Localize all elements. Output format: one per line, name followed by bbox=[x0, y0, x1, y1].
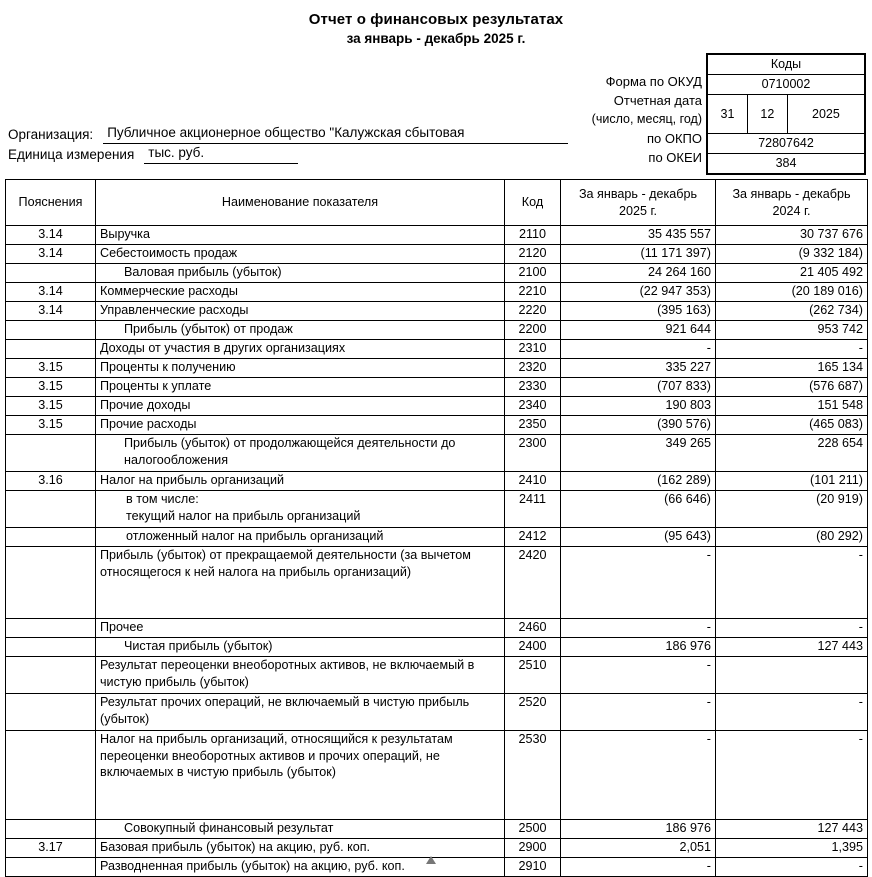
cell-explanation bbox=[6, 528, 96, 547]
cell-value-2025: (11 171 397) bbox=[561, 245, 716, 264]
codes-row-date bbox=[708, 95, 865, 134]
cell-indicator-name: Чистая прибыль (убыток) bbox=[96, 638, 505, 657]
table-row bbox=[6, 547, 868, 619]
cell-code: 2100 bbox=[505, 264, 561, 283]
cell-code: 2420 bbox=[505, 547, 561, 619]
label-okpo: по ОКПО bbox=[646, 131, 702, 146]
cell-value-2024: 127 443 bbox=[716, 638, 868, 657]
table-row bbox=[6, 619, 868, 638]
table-row bbox=[6, 472, 868, 491]
table-row bbox=[6, 283, 868, 302]
column-header-year-2025-line1: За январь - декабрь bbox=[578, 187, 698, 201]
cell-value-2024: (20 189 016) bbox=[716, 283, 868, 302]
cell-value-2025: (95 643) bbox=[561, 528, 716, 547]
cell-explanation: 3.15 bbox=[6, 378, 96, 397]
cell-value-2025: - bbox=[561, 731, 716, 820]
cell-indicator-name: Налог на прибыль организаций, относящийся к результатам переоценки внеоборотных активов и прочих операций, не включаемых в чистую прибыль (убыток) bbox=[96, 731, 505, 820]
value-month: 12 bbox=[747, 95, 787, 134]
cell-indicator-name: Разводненная прибыль (убыток) на акцию, руб. коп. bbox=[96, 858, 505, 877]
cell-code: 2310 bbox=[505, 340, 561, 359]
table-row bbox=[6, 416, 868, 435]
organization-label: Организация: bbox=[8, 127, 94, 142]
cell-indicator-name: отложенный налог на прибыль организаций bbox=[96, 528, 505, 547]
cell-value-2024: 953 742 bbox=[716, 321, 868, 340]
financial-results-table-wrap bbox=[5, 179, 867, 877]
table-row bbox=[6, 858, 868, 877]
cell-value-2024: 165 134 bbox=[716, 359, 868, 378]
cell-code: 2220 bbox=[505, 302, 561, 321]
table-row bbox=[6, 491, 868, 528]
page-continuation-marker-icon bbox=[426, 856, 436, 864]
cell-code: 2210 bbox=[505, 283, 561, 302]
table-row bbox=[6, 378, 868, 397]
table-row bbox=[6, 359, 868, 378]
column-header-explanations: Пояснения bbox=[6, 180, 96, 226]
cell-code: 2110 bbox=[505, 226, 561, 245]
organization-value: Публичное акционерное общество "Калужская сбытовая bbox=[103, 124, 568, 144]
cell-indicator-name: Прочие расходы bbox=[96, 416, 505, 435]
cell-value-2024: (80 292) bbox=[716, 528, 868, 547]
cell-indicator-name: Прочее bbox=[96, 619, 505, 638]
cell-value-2025: (395 163) bbox=[561, 302, 716, 321]
table-row bbox=[6, 839, 868, 858]
table-body bbox=[6, 226, 868, 877]
value-year: 2025 bbox=[787, 95, 864, 134]
label-okei: по ОКЕИ bbox=[648, 150, 702, 165]
codes-row-caption bbox=[708, 55, 865, 75]
cell-indicator-name: Налог на прибыль организаций bbox=[96, 472, 505, 491]
table-row bbox=[6, 340, 868, 359]
cell-explanation: 3.15 bbox=[6, 359, 96, 378]
cell-value-2025: (66 646) bbox=[561, 491, 716, 528]
table-row bbox=[6, 321, 868, 340]
cell-value-2025: 35 435 557 bbox=[561, 226, 716, 245]
cell-code: 2330 bbox=[505, 378, 561, 397]
cell-value-2024 bbox=[716, 657, 868, 694]
table-row bbox=[6, 264, 868, 283]
cell-explanation bbox=[6, 340, 96, 359]
unit-line bbox=[8, 144, 568, 164]
column-header-year-2025 bbox=[561, 180, 716, 226]
cell-indicator-name: Прибыль (убыток) от прекращаемой деятельности (за вычетом относящегося к ней налога на прибыль организаций) bbox=[96, 547, 505, 619]
cell-code: 2900 bbox=[505, 839, 561, 858]
table-row bbox=[6, 820, 868, 839]
label-report-date-sub: (число, месяц, год) bbox=[591, 112, 702, 126]
cell-indicator-name: Прочие доходы bbox=[96, 397, 505, 416]
cell-value-2024: 1,395 bbox=[716, 839, 868, 858]
cell-explanation bbox=[6, 491, 96, 528]
cell-value-2024: - bbox=[716, 619, 868, 638]
cell-value-2025: (162 289) bbox=[561, 472, 716, 491]
cell-value-2025: (22 947 353) bbox=[561, 283, 716, 302]
cell-explanation bbox=[6, 731, 96, 820]
table-row bbox=[6, 435, 868, 472]
cell-explanation: 3.16 bbox=[6, 472, 96, 491]
column-header-year-2025-line2: 2025 г. bbox=[618, 203, 658, 218]
cell-indicator-name: Совокупный финансовый результат bbox=[96, 820, 505, 839]
cell-explanation bbox=[6, 619, 96, 638]
cell-explanation bbox=[6, 638, 96, 657]
cell-indicator-name: Себестоимость продаж bbox=[96, 245, 505, 264]
cell-code: 2350 bbox=[505, 416, 561, 435]
cell-code: 2120 bbox=[505, 245, 561, 264]
cell-explanation: 3.14 bbox=[6, 302, 96, 321]
cell-value-2025: - bbox=[561, 858, 716, 877]
cell-value-2025: 2,051 bbox=[561, 839, 716, 858]
page-title: Отчет о финансовых результатах bbox=[308, 11, 564, 28]
cell-value-2024: 228 654 bbox=[716, 435, 868, 472]
organization-block bbox=[8, 124, 568, 164]
cell-code: 2520 bbox=[505, 694, 561, 731]
cell-indicator-name: в том числе: текущий налог на прибыль организаций bbox=[96, 491, 505, 528]
codes-row-okud bbox=[708, 75, 865, 95]
table-row bbox=[6, 226, 868, 245]
column-header-code: Код bbox=[505, 180, 561, 226]
cell-explanation: 3.15 bbox=[6, 416, 96, 435]
column-header-year-2024-line2: 2024 г. bbox=[772, 203, 811, 218]
cell-explanation bbox=[6, 694, 96, 731]
cell-code: 2340 bbox=[505, 397, 561, 416]
cell-explanation: 3.14 bbox=[6, 245, 96, 264]
codes-box bbox=[706, 53, 866, 175]
table-header-row bbox=[6, 180, 868, 226]
cell-indicator-name: Проценты к получению bbox=[96, 359, 505, 378]
cell-value-2024: 127 443 bbox=[716, 820, 868, 839]
cell-value-2024: (101 211) bbox=[716, 472, 868, 491]
cell-value-2024: (262 734) bbox=[716, 302, 868, 321]
cell-value-2025: (707 833) bbox=[561, 378, 716, 397]
cell-code: 2500 bbox=[505, 820, 561, 839]
cell-explanation: 3.14 bbox=[6, 226, 96, 245]
cell-indicator-name: Прибыль (убыток) от продаж bbox=[96, 321, 505, 340]
cell-indicator-name: Прибыль (убыток) от продолжающейся деятельности до налогообложения bbox=[96, 435, 505, 472]
cell-indicator-name: Доходы от участия в других организациях bbox=[96, 340, 505, 359]
unit-value: тыс. руб. bbox=[144, 144, 298, 164]
cell-code: 2400 bbox=[505, 638, 561, 657]
cell-indicator-name: Выручка bbox=[96, 226, 505, 245]
table-row bbox=[6, 694, 868, 731]
cell-value-2025: 186 976 bbox=[561, 638, 716, 657]
label-okud: Форма по ОКУД bbox=[605, 74, 702, 89]
label-report-date: Отчетная дата bbox=[613, 93, 702, 108]
codes-row-okei bbox=[708, 154, 865, 174]
cell-code: 2412 bbox=[505, 528, 561, 547]
cell-indicator-name: Коммерческие расходы bbox=[96, 283, 505, 302]
cell-value-2025: (390 576) bbox=[561, 416, 716, 435]
cell-explanation bbox=[6, 321, 96, 340]
cell-code: 2910 bbox=[505, 858, 561, 877]
cell-explanation bbox=[6, 264, 96, 283]
cell-code: 2300 bbox=[505, 435, 561, 472]
cell-explanation bbox=[6, 435, 96, 472]
cell-code: 2460 bbox=[505, 619, 561, 638]
cell-value-2024: - bbox=[716, 731, 868, 820]
value-okud: 0710002 bbox=[708, 75, 865, 95]
table-row bbox=[6, 657, 868, 694]
column-header-year-2024-line1: За январь - декабрь bbox=[732, 187, 851, 201]
cell-value-2024: - bbox=[716, 694, 868, 731]
cell-value-2025: 190 803 bbox=[561, 397, 716, 416]
table-row bbox=[6, 731, 868, 820]
cell-explanation bbox=[6, 858, 96, 877]
cell-value-2024: (576 687) bbox=[716, 378, 868, 397]
table-row bbox=[6, 302, 868, 321]
cell-indicator-name: Валовая прибыль (убыток) bbox=[96, 264, 505, 283]
cell-value-2024: - bbox=[716, 547, 868, 619]
cell-value-2025: 186 976 bbox=[561, 820, 716, 839]
cell-value-2024: 151 548 bbox=[716, 397, 868, 416]
cell-indicator-name: Базовая прибыль (убыток) на акцию, руб. коп. bbox=[96, 839, 505, 858]
cell-value-2025: - bbox=[561, 657, 716, 694]
cell-value-2025: 335 227 bbox=[561, 359, 716, 378]
unit-label: Единица измерения bbox=[8, 147, 135, 162]
cell-value-2025: 24 264 160 bbox=[561, 264, 716, 283]
cell-indicator-name: Результат переоценки внеоборотных активов, не включаемый в чистую прибыль (убыток) bbox=[96, 657, 505, 694]
codes-row-okpo bbox=[708, 134, 865, 154]
cell-code: 2510 bbox=[505, 657, 561, 694]
cell-code: 2410 bbox=[505, 472, 561, 491]
cell-indicator-name: Проценты к уплате bbox=[96, 378, 505, 397]
table-row bbox=[6, 638, 868, 657]
table-row bbox=[6, 397, 868, 416]
table-row bbox=[6, 528, 868, 547]
cell-value-2024: (20 919) bbox=[716, 491, 868, 528]
cell-value-2024: (9 332 184) bbox=[716, 245, 868, 264]
value-okei: 384 bbox=[708, 154, 865, 174]
cell-value-2025: - bbox=[561, 340, 716, 359]
cell-value-2024: (465 083) bbox=[716, 416, 868, 435]
cell-explanation: 3.15 bbox=[6, 397, 96, 416]
cell-explanation: 3.17 bbox=[6, 839, 96, 858]
column-header-indicator-name: Наименование показателя bbox=[96, 180, 505, 226]
cell-value-2025: 349 265 bbox=[561, 435, 716, 472]
cell-explanation bbox=[6, 547, 96, 619]
cell-code: 2530 bbox=[505, 731, 561, 820]
value-day: 31 bbox=[708, 95, 748, 134]
cell-indicator-name: Результат прочих операций, не включаемый в чистую прибыль (убыток) bbox=[96, 694, 505, 731]
cell-explanation: 3.14 bbox=[6, 283, 96, 302]
cell-value-2024: 30 737 676 bbox=[716, 226, 868, 245]
cell-value-2025: 921 644 bbox=[561, 321, 716, 340]
page-subtitle: за январь - декабрь 2025 г. bbox=[346, 31, 526, 46]
cell-value-2025: - bbox=[561, 694, 716, 731]
cell-value-2024: - bbox=[716, 858, 868, 877]
financial-results-table bbox=[5, 179, 868, 877]
cell-value-2025: - bbox=[561, 619, 716, 638]
cell-explanation bbox=[6, 820, 96, 839]
cell-code: 2320 bbox=[505, 359, 561, 378]
table-row bbox=[6, 245, 868, 264]
cell-value-2024: 21 405 492 bbox=[716, 264, 868, 283]
organization-line bbox=[8, 124, 568, 144]
cell-code: 2200 bbox=[505, 321, 561, 340]
cell-value-2025: - bbox=[561, 547, 716, 619]
column-header-year-2024 bbox=[716, 180, 868, 226]
cell-explanation bbox=[6, 657, 96, 694]
cell-indicator-name: Управленческие расходы bbox=[96, 302, 505, 321]
cell-value-2024: - bbox=[716, 340, 868, 359]
value-okpo: 72807642 bbox=[708, 134, 865, 154]
codes-caption: Коды bbox=[708, 55, 865, 75]
cell-code: 2411 bbox=[505, 491, 561, 528]
